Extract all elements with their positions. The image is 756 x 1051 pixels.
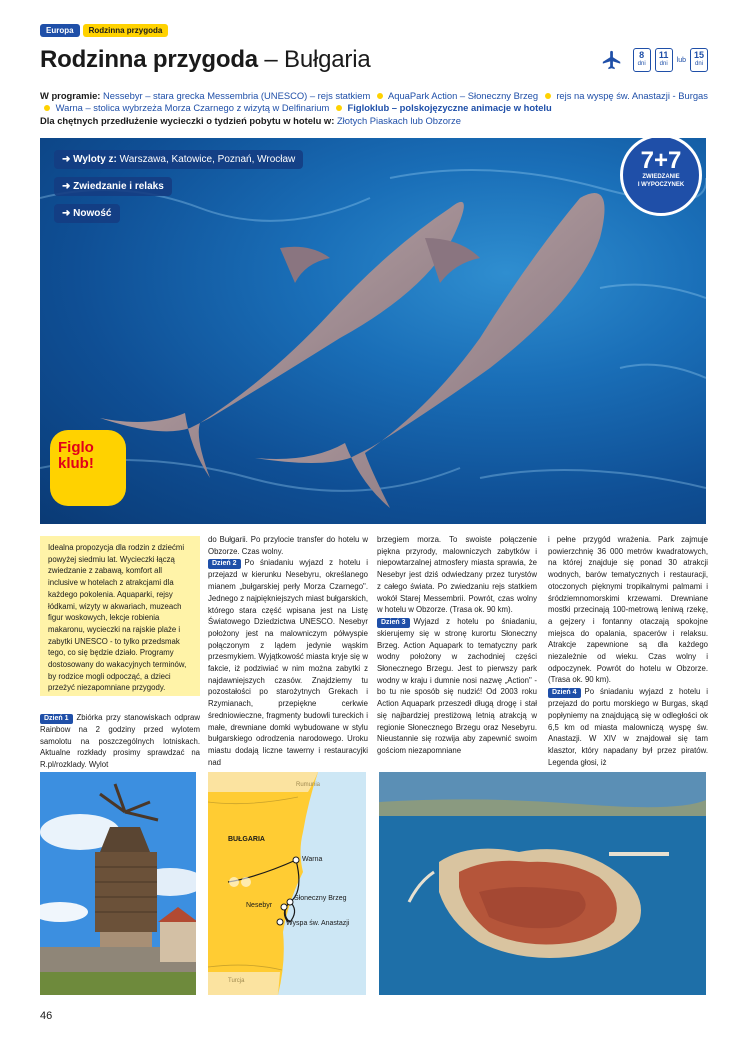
day3-text: Wyjazd z hotelu po śniadaniu, skierujemy się w stronę kurortu Słoneczny Brzeg. Action Aquapark to tematyczny park wodny położony w zachodniej części Słonecznego Brzegu. Jest to pierwszy park wodny w kraju i dumnie nosi nazwę „Action" - bo tu nie sposób się nudzić! Od 2003 roku Action Aquapark przeszedł długą drogę i stał się najbardziej prestiżową letnią atrakcją w regionie Słonecznego Brzegu oraz Nesebyru. Nieustannie się rozwija aby zapewnić swoim gościom niezapomniane <box>377 616 537 755</box>
col2-intro: do Bułgarii. Po przylocie transfer do hotelu w Obzorze. Czas wolny. <box>208 535 368 556</box>
column-4 <box>548 534 708 768</box>
column-2 <box>208 534 368 768</box>
badge-number: 7+7 <box>640 147 682 174</box>
hero-info-pills <box>54 150 303 223</box>
map-label-wyspa: Wyspa św. Anastazji <box>286 920 350 927</box>
trip-duration-icons <box>601 48 708 72</box>
intro-box: Idealna propozycja dla rodzin z dziećmi powyżej siedmiu lat. Wycieczki łączą zwiedzanie z zabawą, komfort all inclusive w hotelach z atrakcjami dla każdego pokolenia. Aquaparki, rejsy łódkami, wizyty w akwariach, muzeach figur woskowych, lekcje robienia makaronu, wycieczki na rajskie plaże i zabytki UNESCO - to tylko przedsmak tego, co się będzie działo. Programy dostosowany do wakacyjnych terminów, by rodzice mogli odpocząć, a dzieci przeżyć niezapomniane przygody. <box>40 536 200 696</box>
day2-text: Po śniadaniu wyjazd z hotelu i przejazd w kierunku Nesebyru, określanego mianem „bułgarskiej perły Morza Czarnego". Jednego z najpiękniejszych miast bułgarskich, którego stara część wpisana jest na Listę Światowego Dziedzictwa UNESCO. Nesebyr położony jest na malowniczym półwyspie połączonym z lądem jedynie wąskim przesmykiem. Wyjątkowość miasta kryje się w fakcie, iż podziwiać w nim można zabytki z najdawniejszych czasów. Znajdziemy tu pozostałości po starożytnych Grekach i Rzymianach, przepiękne cerkwie średniowieczne, fragmenty budowli tureckich i małe, drewniane domki wybudowane w stylu bułgarskiego odrodzenia narodowego. Uroku miastu dodają liczne tawerny i restauracyjki nad <box>208 558 368 767</box>
duration-8-days: 8 dni <box>633 48 651 72</box>
category-tags <box>40 24 168 37</box>
day1-badge: Dzień 1 <box>40 714 73 724</box>
day4-badge: Dzień 4 <box>548 688 581 698</box>
map-label-romania: Rumunia <box>296 782 321 788</box>
day2-badge: Dzień 2 <box>208 559 241 569</box>
col4-intro: i pełne przygód wrażenia. Park zajmuje powierzchnię 36 000 metrów kwadratowych, na której znajduje się ponad 30 atrakcji wodnych, barów tematycznych i restauracji, otoczonych pięknymi tropikalnymi palmami i śródziemnomorskimi krzewami. Drewniane mostki przecinają 100-metrową leniwą rzekę, a gejzery i fontanny otaczają spokojne miejsca do opalania, spacerów i relaksu. Atrakcje zapewnione są dla każdego niezależnie od wieku. Czas wolny i odpoczynek. Powrót do hotelu w Obzorze. (Trasa ok. 90 km). <box>548 535 708 685</box>
page-number: 46 <box>40 1010 53 1022</box>
page-title <box>40 46 371 74</box>
bullet-dot-icon <box>336 105 342 111</box>
tag-rodzinna-przygoda[interactable]: Rodzinna przygoda <box>83 24 169 37</box>
title-main: Rodzinna przygoda <box>40 46 258 73</box>
program-summary <box>40 90 716 127</box>
map-illustration <box>208 772 366 995</box>
windmill-illustration <box>40 772 196 995</box>
badge-line1: ZWIEDZANIE <box>642 174 680 180</box>
map-label-sloneczny-brzeg: Słoneczny Brzeg <box>294 895 347 902</box>
plane-icon <box>601 49 623 71</box>
route-map <box>208 772 366 995</box>
title-country: Bułgaria <box>284 46 371 73</box>
tag-europa[interactable]: Europa <box>40 24 80 37</box>
new-pill: ➜ Nowość <box>54 204 120 223</box>
bullet-dot-icon <box>377 93 383 99</box>
hero-photo-dolphins <box>40 138 706 524</box>
program-label: W programie: <box>40 90 101 101</box>
departures-pill: ➜ Wyloty z: Warszawa, Katowice, Poznań, Wrocław <box>54 150 303 169</box>
map-label-bulgaria: BUŁGARIA <box>228 836 265 843</box>
program-item-warna: Warna – stolica wybrzeża Morza Czarnego z wizytą w Delfinarium <box>55 102 330 114</box>
column-3 <box>377 534 537 757</box>
bullet-dot-icon <box>545 93 551 99</box>
title-separator: – <box>257 46 285 73</box>
map-label-nesebyr: Nesebyr <box>246 902 273 909</box>
program-item-figloklub: Figloklub – polskojęzyczne animacje w hotelu <box>347 102 552 114</box>
col3-intro: brzegiem morza. To swoiste połączenie piękna przyrody, malowniczych zabytków i niepowtarzalnej atmosfery miasta sprawia, że Nesebyr jest dziś odwiedzany przez turystów z całego świata. Po zwiedzaniu rejs statkiem wokół Starej Messembrii. Powrót, czas wolny w hotelu w Obzorze. (Trasa ok. 90 km). <box>377 535 537 615</box>
sightseeing-pill: ➜ Zwiedzanie i relaks <box>54 177 172 196</box>
duration-11-days: 11 dni <box>655 48 673 72</box>
extension-label: Dla chętnych przedłużenie wycieczki o tydzień pobytu w hotelu w: <box>40 114 335 126</box>
bullet-dot-icon <box>44 105 50 111</box>
day1-text: Dzień 1 Zbiórka przy stanowiskach odpraw Rainbow na 2 godziny przed wylotem samolotu na poszczególnych lotniskach. Aktualne rozkłady prosimy sprawdzać na R.pl/rozklady. Wylot <box>40 713 200 770</box>
day4-text: Po śniadaniu wyjazd z hotelu i przejazd do portu morskiego w Burgas, skąd popłyniemy na znajdującą się w odległości ok 6,5 km od miasta malowniczą wyspę św. Anastazji. W XIV w znajdował się tam klasztor, który napadany był przez piratów. Legenda głosi, iż <box>548 687 708 767</box>
peninsula-illustration <box>379 772 706 995</box>
windmill-photo <box>40 772 196 995</box>
map-label-turcja: Turcja <box>228 978 245 984</box>
extension-value: Złotych Piaskach lub Obzorze <box>336 114 461 126</box>
map-label-warna: Warna <box>302 856 323 863</box>
program-item-rejs: rejs na wyspę św. Anastazji - Burgas <box>556 90 708 101</box>
program-item-nessebyr: Nessebyr – stara grecka Messembria (UNESCO) – rejs statkiem <box>103 90 371 101</box>
day3-badge: Dzień 3 <box>377 618 410 628</box>
figlo-logo-text: Figlo klub! <box>58 439 94 472</box>
badge-line2: I WYPOCZYNEK <box>637 182 685 188</box>
figloklub-logo <box>50 430 126 506</box>
nesebyr-aerial-photo <box>379 772 706 995</box>
or-label: lub <box>676 56 686 64</box>
program-item-aquapark: AquaPark Action – Słoneczny Brzeg <box>388 90 539 101</box>
duration-15-days: 15 dni <box>690 48 708 72</box>
